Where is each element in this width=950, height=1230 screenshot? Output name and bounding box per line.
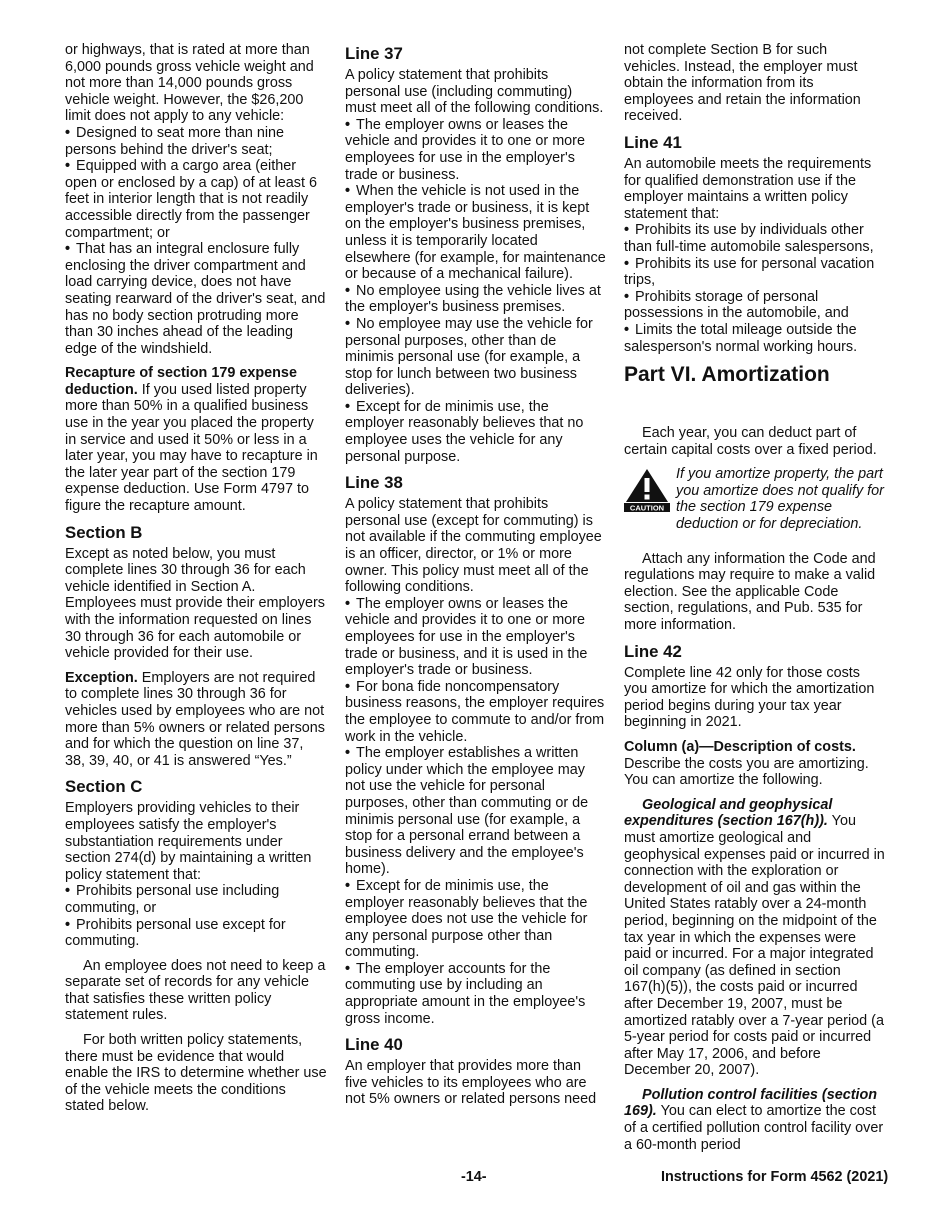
bullet-item: • The employer accounts for the commuting use by including an appropriate amount in the employee's gross income. bbox=[345, 961, 607, 1027]
line-37-text: A policy statement that prohibits personal use (including commuting) must meet all of the following conditions. bbox=[345, 67, 604, 117]
section-c-text: Employers providing vehicles to their employees satisfy the employer's substantiation requirements under section 274(d) by maintaining a written policy statement that: bbox=[65, 800, 312, 883]
bullet-item: • Limits the total mileage outside the salesperson's normal working hours. bbox=[624, 322, 886, 355]
caution-note bbox=[624, 466, 886, 532]
bullet-item: • For bona fide noncompensatory business reasons, the employer requires the employee to commute to and/or from work in the vehicle. bbox=[345, 679, 607, 745]
column-middle bbox=[345, 44, 607, 1108]
recapture-title: Recapture of section 179 expense deduction. bbox=[65, 365, 297, 398]
line-42-heading: Line 42 bbox=[624, 641, 682, 661]
pollution-title: Pollution control facilities (section 169). bbox=[624, 1086, 878, 1120]
line-41-text: An automobile meets the requirements for qualified demonstration use if the employer maintains a written policy statement that: bbox=[624, 155, 872, 222]
form-title: Instructions for Form 4562 (2021) bbox=[661, 1169, 889, 1185]
exception-paragraph bbox=[65, 670, 327, 770]
line-38-heading: Line 38 bbox=[345, 473, 403, 493]
bullet-item: • Prohibits personal use including commuting, or bbox=[65, 883, 327, 916]
bullet-item: • Prohibits its use for personal vacation trips, bbox=[624, 256, 886, 289]
line-37-heading: Line 37 bbox=[345, 44, 403, 63]
bullet-item: • Prohibits personal use except for commuting. bbox=[65, 917, 327, 950]
bullet-item: • Prohibits its use by individuals other than full-time automobile salespersons, bbox=[624, 222, 886, 255]
caution-icon bbox=[624, 468, 670, 512]
line-41-heading: Line 41 bbox=[624, 132, 682, 152]
pollution-text: You can elect to amortize the cost of a certified pollution control facility over a 60-month period bbox=[624, 1103, 884, 1153]
each-year-paragraph: Each year, you can deduct part of certain capital costs over a fixed period. bbox=[624, 425, 877, 458]
section-b-text: Except as noted below, you must complete lines 30 through 36 for each vehicle identified in Section A. Employees must provide their employers with the information requested on lines 30 through 36 for each automobile or vehicle provided for their use. bbox=[65, 545, 325, 662]
policy-evidence-paragraph: For both written policy statements, there must be evidence that would enable the IRS to determine whether use of the vehicle meets the conditions stated below. bbox=[65, 1032, 327, 1115]
bullet-item: • No employee using the vehicle lives at the employer's business premises. bbox=[345, 283, 607, 316]
part-vi-heading: Part VI. Amortization bbox=[624, 363, 830, 387]
column-left bbox=[65, 42, 327, 1123]
bullet-item: • No employee may use the vehicle for personal purposes, other than de minimis personal use (for example, a stop for lunch between two business deliveries). bbox=[345, 316, 607, 399]
line-40-heading: Line 40 bbox=[345, 1035, 403, 1055]
column-a-title: Column (a)—Description of costs. bbox=[624, 739, 856, 755]
attach-paragraph: Attach any information the Code and regulations may require to make a valid election. See the applicable Code section, regulations, and Pub. 535 for more information. bbox=[624, 550, 876, 634]
paragraph-continued: or highways, that is rated at more than 6,000 pounds gross vehicle weight and not more than 14,000 pounds gross vehicle weight. However, the $26,200 limit does not apply to any vehicle: bbox=[65, 42, 314, 125]
geological-text: You must amortize geological and geophysical expenses paid or incurred in connection with the exploration or development of oil and gas within the United States ratably over a 24-month period, beginning on the midpoint of the tax year in which the expenses were paid or incurred. For a major integrated oil company (as defined in section 167(h)(5)), the costs paid or incurred after December 19, 2007, must be amortized ratably over a 7-year period (a 5-year period for costs paid or incurred after May 17, 2006, and before December 20, 2007). bbox=[624, 813, 885, 1079]
bullet-item: • The employer owns or leases the vehicle and provides it to one or more employees for use in the employer's trade or business, and it is used in the employer's trade or business. bbox=[345, 596, 607, 679]
bullet-item: • Equipped with a cargo area (either open or enclosed by a cap) of at least 6 feet in interior length that is not readily accessible directly from the passenger compartment; or bbox=[65, 158, 327, 241]
bullet-item: • That has an integral enclosure fully enclosing the driver compartment and load carrying device, does not have seating rearward of the driver's seat, and has no body section protruding more than 30 inches ahead of the leading edge of the windshield. bbox=[65, 241, 327, 357]
recapture-paragraph bbox=[65, 365, 327, 514]
column-a-paragraph bbox=[624, 739, 886, 789]
exception-text: Employers are not required to complete lines 30 through 36 for vehicles used by employees who are not more than 5% owners or related persons and for which the question on line 37, 38, 39, 40, or 41 is answered “Yes.” bbox=[65, 669, 325, 769]
bullet-item: • Except for de minimis use, the employer reasonably believes that no employee uses the vehicle for any personal purpose. bbox=[345, 399, 607, 465]
section-c-heading: Section C bbox=[65, 777, 143, 797]
exception-title: Exception. bbox=[65, 669, 138, 686]
caution-text-content: If you amortize property, the part you amortize does not qualify for the section 179 expense deduction or for depreciation. bbox=[676, 466, 884, 533]
line-38-text: A policy statement that prohibits personal use (except for commuting) is not available if the commuting employee is an officer, director, or 1% or more owner. This policy must meet all of the following conditions. bbox=[345, 496, 602, 596]
bullet-item: • The employer establishes a written policy under which the employee may not use the vehicle for personal purposes, other than commuting or de minimis personal use (for example, a stop for a personal errand between a business delivery and the employee's home). bbox=[345, 745, 607, 878]
caution-label: CAUTION bbox=[629, 503, 665, 513]
bullet-item: • When the vehicle is not used in the employer's trade or business, it is kept on the employer's business premises, unless it is temporarily located elsewhere (for example, for maintenance or because of a mechanical failure). bbox=[345, 183, 607, 283]
page-number: -14- bbox=[461, 1169, 487, 1185]
paragraph-continued: not complete Section B for such vehicles. Instead, the employer must obtain the information from its employees and retain the information received. bbox=[624, 42, 861, 125]
recapture-text: If you used listed property more than 50% in a qualified business use in the year you placed the property in service and used it 50% or less in a later year, you may have to recapture in the later year part of the section 179 expense deduction. Use Form 4797 to figure the recapture amount. bbox=[65, 381, 318, 515]
section-b-heading: Section B bbox=[65, 522, 143, 542]
column-right bbox=[624, 42, 886, 1153]
bullet-item: • Prohibits storage of personal possessions in the automobile, and bbox=[624, 289, 886, 322]
bullet-item: • The employer owns or leases the vehicle and provides it to one or more employees for use in the employer's trade or business. bbox=[345, 117, 607, 183]
geological-paragraph bbox=[624, 797, 886, 1079]
column-a-text: Describe the costs you are amortizing. You can amortize the following. bbox=[624, 755, 869, 789]
bullet-item: • Designed to seat more than nine persons behind the driver's seat; bbox=[65, 125, 327, 158]
geological-title: Geological and geophysical expenditures (section 167(h)). bbox=[624, 796, 833, 830]
pollution-paragraph bbox=[624, 1087, 886, 1153]
line-42-text: Complete line 42 only for those costs you amortize for which the amortization period begins during your tax year beginning in 2021. bbox=[624, 664, 875, 731]
line-40-text: An employer that provides more than five vehicles to its employees who are not 5% owners or related persons need bbox=[345, 1058, 597, 1108]
records-paragraph: An employee does not need to keep a separate set of records for any vehicle that satisfies these written policy statement rules. bbox=[65, 957, 326, 1024]
bullet-item: • Except for de minimis use, the employer reasonably believes that the employee does not use the vehicle for any personal purpose other than commuting. bbox=[345, 878, 607, 961]
